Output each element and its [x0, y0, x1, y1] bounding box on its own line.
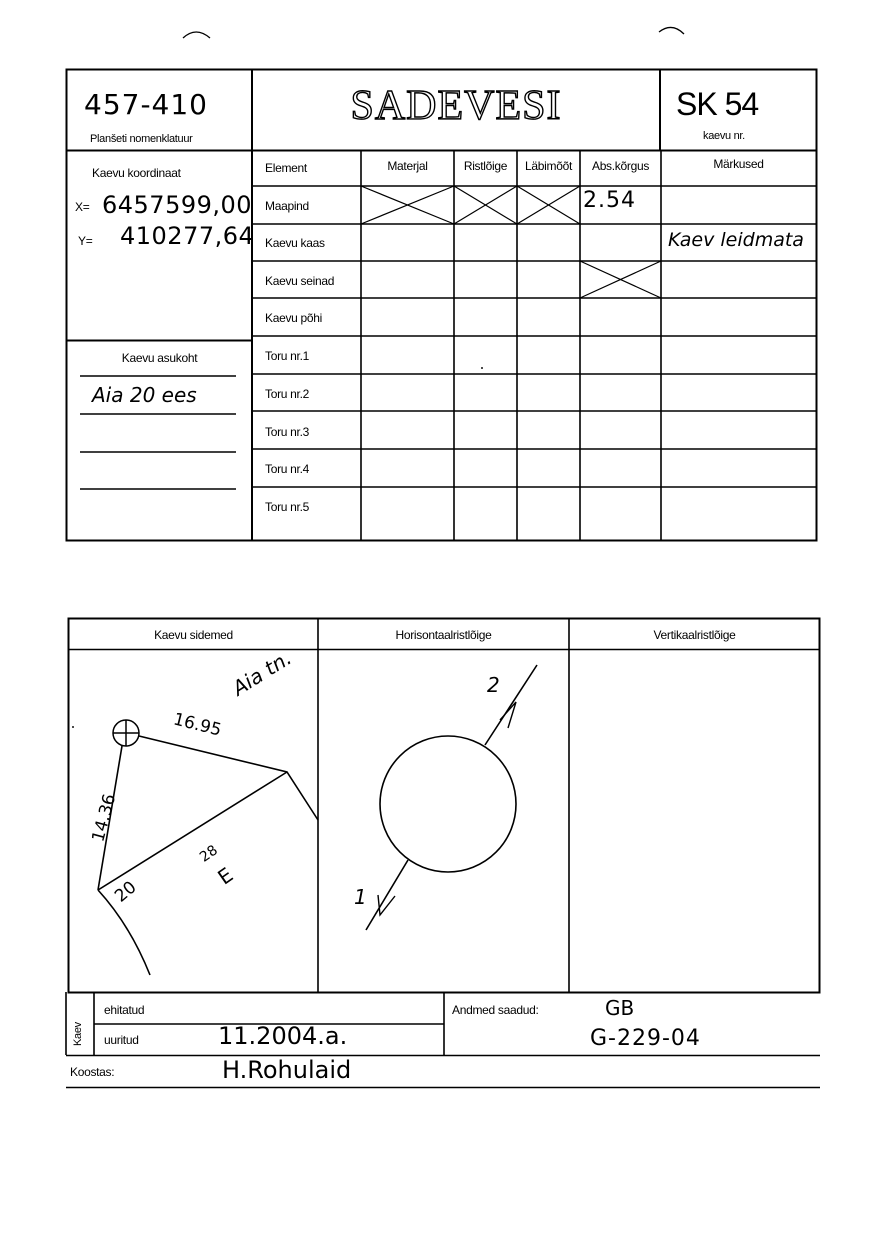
punch-hole-mark-left [183, 32, 210, 38]
page-title: SADEVESI [350, 83, 562, 129]
data-source-value-2: G-229-04 [590, 1026, 701, 1051]
author-value: H.Rohulaid [222, 1056, 352, 1084]
well-side-label: Kaev [72, 1022, 84, 1046]
surveyed-value: 11.2004.a. [218, 1022, 348, 1050]
col-header-element: Element [265, 161, 307, 175]
tie-distance-1: 16.95 [171, 709, 224, 741]
table-row-label: Toru nr.1 [265, 349, 309, 363]
coordinate-y-value: 410277,64 [120, 222, 255, 250]
tie-distance-4: 28 [197, 842, 221, 866]
pipe-label-in: 2 [487, 673, 500, 697]
coordinate-x-prefix: X= [75, 200, 90, 214]
col-header-cross-section: Ristlõige [463, 159, 508, 173]
well-plan-circle [380, 736, 516, 872]
tie-distance-3: 20 [111, 877, 141, 907]
built-label: ehitatud [104, 1003, 145, 1017]
table-row-label: Kaevu seinad [265, 274, 335, 288]
pipe-out-line [366, 860, 408, 930]
well-number: SK 54 [676, 86, 759, 122]
table-row-label: Toru nr.2 [265, 387, 309, 401]
nomenclature-label: Planšeti nomenklatuur [90, 133, 193, 145]
table-row-label: Toru nr.4 [265, 462, 309, 476]
tie-annotation-e: E [213, 862, 238, 890]
surveyed-label: uuritud [104, 1033, 139, 1047]
col-header-abs-height: Abs.kõrgus [591, 159, 650, 173]
author-label: Koostas: [70, 1065, 115, 1079]
well-number-label: kaevu nr. [703, 130, 745, 142]
location-value: Aia 20 ees [92, 383, 197, 407]
vertical-section-label: Vertikaalristlõige [653, 628, 736, 642]
nomenclature-value: 457-410 [84, 88, 208, 121]
coordinate-y-prefix: Y= [78, 234, 93, 248]
ties-section-label: Kaevu sidemed [154, 628, 233, 642]
data-source-label: Andmed saadud: [452, 1003, 539, 1017]
street-annotation: Aia tn. [228, 645, 296, 701]
pipe-label-out: 1 [354, 885, 367, 909]
data-source-value-1: GB [605, 996, 635, 1020]
table-row-label: Toru nr.3 [265, 425, 309, 439]
remark-well-cover: Kaev leidmata [668, 229, 804, 251]
punch-hole-mark-right [659, 27, 684, 34]
table-row-label: Kaevu põhi [265, 311, 323, 325]
horizontal-section-label: Horisontaalristlõige [395, 628, 492, 642]
table-row-label: Kaevu kaas [265, 236, 325, 250]
table-row-label: Toru nr.5 [265, 500, 309, 514]
pipe-in-arrow [500, 702, 516, 728]
location-label: Kaevu asukoht [121, 351, 198, 365]
tie-distance-2: 14.36 [88, 791, 121, 845]
col-header-diameter: Läbimõõt [525, 159, 572, 173]
col-header-material: Materjal [387, 159, 428, 173]
coordinates-label: Kaevu koordinaat [92, 166, 181, 180]
coordinate-x-value: 6457599,00 [102, 191, 253, 219]
table-row-label: Maapind [265, 199, 309, 213]
col-header-remarks: Märkused [713, 157, 764, 171]
abs-height-ground: 2.54 [583, 188, 636, 213]
well-symbol [113, 720, 139, 746]
